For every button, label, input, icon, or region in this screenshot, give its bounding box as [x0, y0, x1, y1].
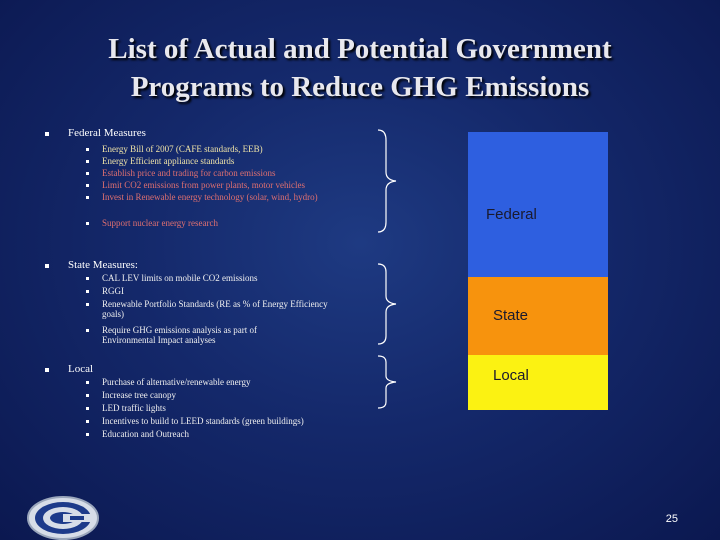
sub-bullet [86, 160, 89, 163]
title-line-2: Programs to Reduce GHG Emissions [130, 71, 590, 103]
sub-bullet [86, 196, 89, 199]
slide-title [0, 30, 720, 106]
federal-box [468, 132, 608, 277]
list-item: Limit CO2 emissions from power plants, motor vehicles [102, 180, 305, 190]
state-box [468, 277, 608, 355]
local-label: Local [493, 367, 529, 384]
sub-bullet [86, 148, 89, 151]
sub-bullet [86, 277, 89, 280]
list-item: RGGI [102, 286, 124, 296]
list-item: Require GHG emissions analysis as part of Environmental Impact analyses [102, 325, 257, 345]
sub-bullet [86, 407, 89, 410]
list-item: LED traffic lights [102, 403, 166, 413]
section-label-local: Local [68, 363, 94, 375]
list-item: Renewable Portfolio Standards (RE as % of Energy Efficiency goals) [102, 299, 328, 319]
page-number: 25 [665, 513, 678, 525]
brace-federal [376, 128, 402, 234]
gc-logo-icon [26, 494, 100, 540]
list-item: Invest in Renewable energy technology (solar, wind, hydro) [102, 192, 318, 202]
list-item: Purchase of alternative/renewable energy [102, 377, 251, 387]
local-box [468, 355, 608, 410]
section-bullet [45, 368, 49, 372]
list-item: Education and Outreach [102, 429, 189, 439]
sub-bullet [86, 290, 89, 293]
list-item: Establish price and trading for carbon emissions [102, 168, 276, 178]
section-label-state: State Measures: [68, 259, 138, 271]
list-item: Support nuclear energy research [102, 218, 219, 228]
sub-bullet [86, 303, 89, 306]
state-label: State [493, 307, 529, 324]
section-bullet [45, 264, 49, 268]
brace-local [376, 354, 402, 410]
section-bullet [45, 132, 49, 136]
list-item: Increase tree canopy [102, 390, 176, 400]
sub-bullet [86, 329, 89, 332]
list-item: Incentives to build to LEED standards (green buildings) [102, 416, 304, 426]
list-item: CAL LEV limits on mobile CO2 emissions [102, 273, 258, 283]
brace-state [376, 262, 402, 346]
sub-bullet [86, 184, 89, 187]
sub-bullet [86, 172, 89, 175]
sub-bullet [86, 420, 89, 423]
title-line-1: List of Actual and Potential Government [108, 33, 612, 65]
list-item: Energy Efficient appliance standards [102, 156, 235, 166]
sub-bullet [86, 433, 89, 436]
list-item: Energy Bill of 2007 (CAFE standards, EEB) [102, 144, 263, 154]
sub-bullet [86, 394, 89, 397]
section-label-federal: Federal Measures [68, 127, 146, 139]
sub-bullet [86, 381, 89, 384]
federal-label: Federal [486, 206, 537, 223]
sub-bullet [86, 222, 89, 225]
